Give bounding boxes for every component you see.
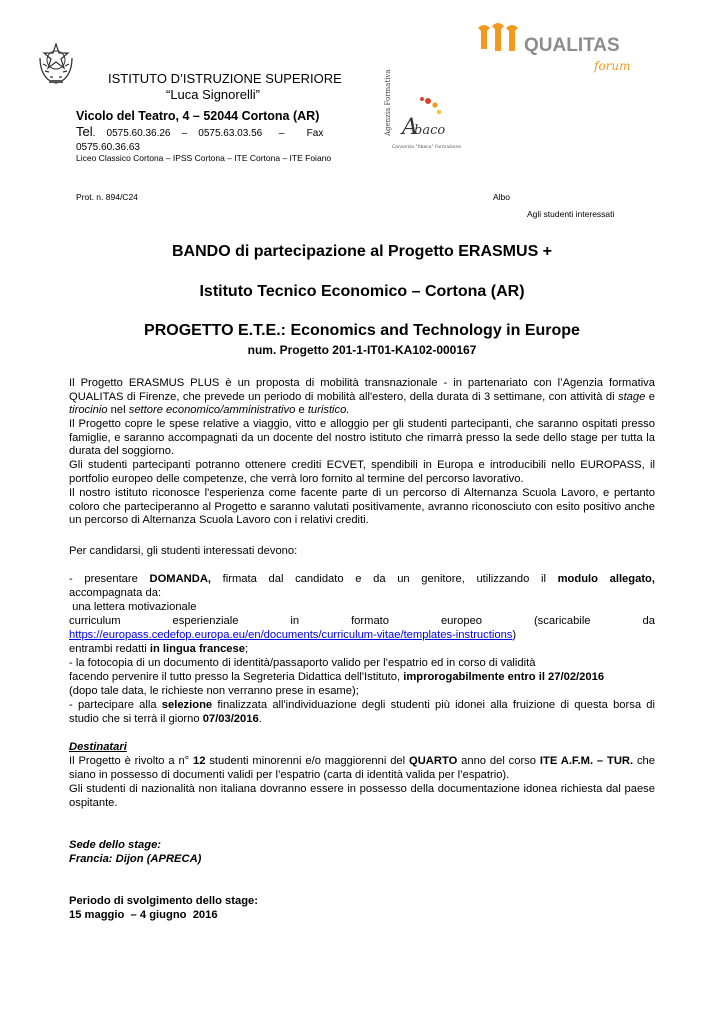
requirements-lead: Per candidarsi, gli studenti interessati devono:	[69, 545, 298, 557]
requirement-lettera: una lettera motivazionale	[69, 601, 197, 613]
requirement-curriculum: curriculum esperienziale in formato europeo (scaricabile da	[69, 615, 655, 627]
svg-text:QUALITAS: QUALITAS	[524, 35, 620, 56]
protocol-number: Prot. n. 894/C24	[76, 192, 138, 202]
curriculum-link-line: https://europass.cedefop.europa.eu/en/documents/curriculum-vitae/templates-instructions)	[69, 629, 517, 641]
destinatari-text: Il Progetto è rivolto a n° 12 studenti minorenni e/o maggiorenni del QUARTO anno del corso ITE A.F.M. – TUR. che siano in possesso di documenti validi per l’espatrio (carta di identità valida per l’espatrio).	[69, 755, 655, 781]
institute-address: Vicolo del Teatro, 4 – 52044 Cortona (AR)	[76, 109, 320, 123]
qualitas-forum-logo	[474, 22, 646, 76]
intro-paragraph-3: Gli studenti partecipanti potranno ottenere crediti ECVET, spendibili in Europa e introducibili nello EUROPASS, il portfolio europeo delle competenze, che verrà loro fornito al termine del percorso lavorativo.	[69, 459, 655, 485]
sede-value: Francia: Dijon (APRECA)	[69, 853, 202, 865]
italian-republic-emblem	[36, 40, 76, 86]
svg-text:A: A	[402, 115, 418, 140]
svg-text:Agenzia Formativa: Agenzia Formativa	[384, 69, 392, 136]
svg-text:Consorzio "Abaco" Formazione: Consorzio "Abaco" Formazione	[392, 145, 462, 150]
periodo-value: 15 maggio – 4 giugno 2016	[69, 909, 218, 921]
destinatari-note: Gli studenti di nazionalità non italiana dovranno essere in possesso della documentazione idonea richiesta dal paese ospitante.	[69, 783, 655, 809]
institute-phone-fax: Tel. 0575.60.36.26 – 0575.63.03.56 – Fax 0575.60.36.63	[76, 124, 324, 153]
school-list: Liceo Classico Cortona – IPSS Cortona – ITE Cortona – ITE Foiano	[76, 153, 332, 163]
sede-heading: Sede dello stage:	[69, 839, 162, 851]
institute-name: ISTITUTO D’ISTRUZIONE SUPERIORE	[108, 71, 342, 86]
school-title: Istituto Tecnico Economico – Cortona (AR)	[199, 283, 525, 300]
qualitas-figures-icon	[478, 23, 518, 51]
svg-text:baco: baco	[414, 123, 446, 138]
periodo-heading: Periodo di svolgimento dello stage:	[69, 895, 258, 907]
requirement-domanda: - presentare DOMANDA, firmata dal candidato e da un genitore, utilizzando il modulo allegato,	[69, 573, 655, 585]
svg-text:forum: forum	[594, 59, 631, 73]
bando-title: BANDO di partecipazione al Progetto ERASMUS +	[171, 243, 553, 260]
requirement-selezione: - partecipare alla selezione finalizzata all'individuazione degli studenti più idonei alla fruizione di questa borsa di studio che si terrà il giorno 07/03/2016.	[69, 699, 655, 725]
albo-label: Albo	[493, 192, 511, 202]
requirement-deadline: facendo pervenire il tutto presso la Segreteria Didattica dell'Istituto, improrogabilmente entro il 27/02/2016	[69, 671, 605, 683]
intro-paragraph-1: Il Progetto ERASMUS PLUS è un proposta di mobilità transnazionale - in partenariato con l’Agenzia formativa QUALITAS di Firenze, che prevede un periodo di mobilità all'estero, della durata di 3 settimane, con attività di stage e tirocinio nel settore economico/amministrativo e turistico.	[69, 377, 655, 417]
project-title: PROGETTO E.T.E.: Economics and Technology in Europe	[144, 322, 580, 339]
project-number: num. Progetto 201-1-IT01-KA102-000167	[247, 343, 477, 357]
recipients-label: Agli studenti interessati	[527, 209, 615, 219]
requirement-accompagnata: accompagnata da:	[69, 587, 162, 599]
destinatari-heading: Destinatari	[69, 741, 127, 753]
europass-link[interactable]: https://europass.cedefop.europa.eu/en/documents/curriculum-vitae/templates-instructions	[69, 629, 513, 641]
requirement-lingua: entrambi redatti in lingua francese;	[69, 643, 249, 655]
intro-paragraph-4: Il nostro istituto riconosce l'esperienza come facente parte di un percorso di Alternanza Scuola Lavoro, e pertanto coloro che parteciperanno al Progetto e saranno valutati positivamente, avranno riconosciuto con esito positivo anche un percorso di Alternanza Scuola Lavoro con i relativi crediti.	[69, 487, 655, 527]
institute-name-subtitle: “Luca Signorelli”	[166, 87, 260, 102]
requirement-documento: - la fotocopia di un documento di identità/passaporto valido per l’espatrio ed in corso di validità	[69, 657, 536, 669]
requirement-deadline-note: (dopo tale data, le richieste non verranno prese in esame);	[69, 685, 359, 697]
intro-paragraph-2: Il Progetto copre le spese relative a viaggio, vitto e alloggio per gli studenti partecipanti, che saranno ospitati presso famiglie, e saranno accompagnati da un docente del nostro istituto che rimarrà presso la sede dello stage per tutta la durata del soggiorno.	[69, 418, 655, 458]
